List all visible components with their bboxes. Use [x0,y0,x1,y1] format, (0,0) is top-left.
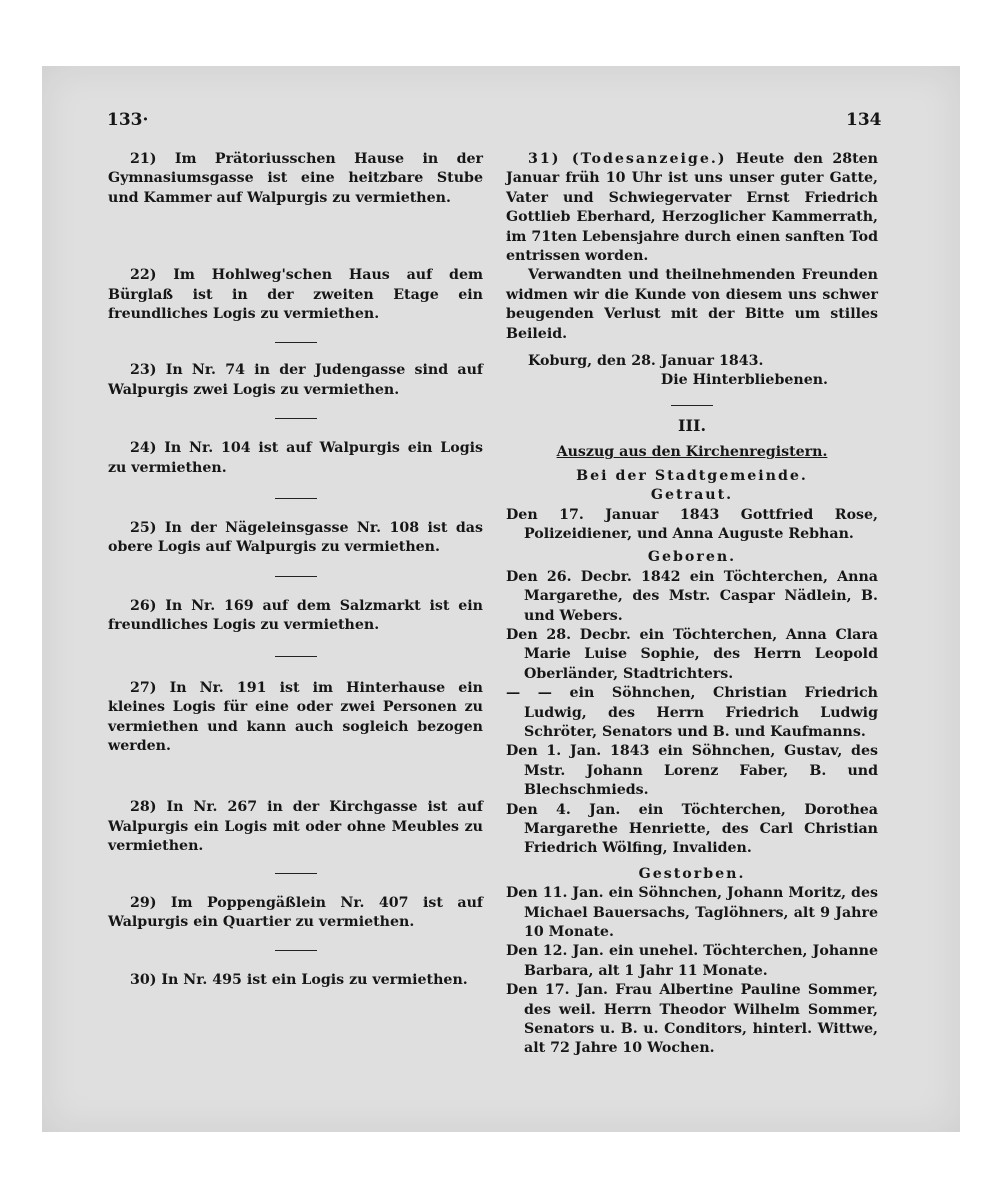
left-column [108,150,483,991]
listing-25: 25) In der Nägeleinsgasse Nr. 108 ist das obere Logis auf Walpurgis zu vermiethen. [108,520,483,556]
listing-28: 28) In Nr. 267 in der Kirchgasse ist auf Walpurgis ein Logis mit oder ohne Meubles zu vermiethen. [108,799,483,855]
death-notice-heading: 31) (Todesanzeige.) [528,151,727,167]
section-title: Auszug aus den Kirchenregistern. [556,444,828,461]
listing-22: 22) Im Hohlweg'schen Haus auf dem Bürglaß ist in der zweiten Etage ein freundliches Logis zu vermiethen. [108,267,483,323]
page-number-right: 134 [846,110,882,130]
death-notice [506,150,878,266]
parish-heading: Bei der Stadtgemeinde. [576,467,808,484]
listing-27: 27) In Nr. 191 ist im Hinterhause ein kleines Logis für eine oder zwei Personen zu vermiethen und kann auch sogleich bezogen werden. [108,679,483,754]
death-notice-text-2: Verwandten und theilnehmenden Freunden widmen wir die Kunde von diesem uns schwer beugenden Verlust mit der Bitte um stilles Beileid. [506,267,878,342]
death-entry: Den 11. Jan. ein Söhnchen, Johann Moritz, des Michael Bauersachs, Taglöhners, alt 9 Jahre 10 Monate. [506,885,878,941]
right-column [506,150,878,1059]
death-notice-text: Heute den 28ten Januar früh 10 Uhr ist uns unser guter Gatte, Vater und Schwiegervater Ernst Friedrich Gottlieb Eberhard, Herzoglicher Kammerrath, im 71ten Lebensjahre durch einen sanften Tod entrissen worden. [506,151,878,265]
married-heading: Getraut. [650,487,734,504]
born-heading: Geboren. [647,549,737,566]
listing-24: 24) In Nr. 104 ist auf Walpurgis ein Logis zu vermiethen. [108,440,483,476]
signature: Die Hinterbliebenen. [660,372,828,389]
birth-entry: Den 1. Jan. 1843 ein Söhnchen, Gustav, des Mstr. Johann Lorenz Faber, B. und Blechschmieds. [506,743,878,799]
marriage-entry: Den 17. Januar 1843 Gottfried Rose, Polizeidiener, und Anna Auguste Rebhan. [506,506,878,542]
birth-entry: — — ein Söhnchen, Christian Friedrich Ludwig, des Herrn Friedrich Ludwig Schröter, Senators und B. und Kaufmanns. [506,685,878,740]
section-number: III. [677,415,707,435]
listing-21: 21) Im Prätoriusschen Hause in der Gymnasiumsgasse ist eine heitzbare Stube und Kammer auf Walpurgis zu vermiethen. [108,151,483,206]
birth-entry: Den 4. Jan. ein Töchterchen, Dorothea Margarethe Henriette, des Carl Christian Friedrich Wölfing, Invaliden. [506,801,878,857]
listing-29: 29) Im Poppengäßlein Nr. 407 ist auf Walpurgis ein Quartier zu vermiethen. [108,894,483,930]
died-heading: Gestorben. [638,865,746,882]
listing-26: 26) In Nr. 169 auf dem Salzmarkt ist ein freundliches Logis zu vermiethen. [108,597,483,634]
birth-entry: Den 26. Decbr. 1842 ein Töchterchen, Anna Margarethe, des Mstr. Caspar Nädlein, B. und Webers. [506,568,878,624]
birth-entry: Den 28. Decbr. ein Töchterchen, Anna Clara Marie Luise Sophie, des Herrn Leopold Oberländer, Stadtrichters. [506,626,878,682]
listing-30: 30) In Nr. 495 ist ein Logis zu vermiethen. [130,972,468,989]
listing-23: 23) In Nr. 74 in der Judengasse sind auf Walpurgis zwei Logis zu vermiethen. [108,362,483,398]
page-number-left: 133· [107,110,149,130]
death-entry: Den 12. Jan. ein unehel. Töchterchen, Johanne Barbara, alt 1 Jahr 11 Monate. [506,943,878,979]
place-date: Koburg, den 28. Januar 1843. [528,353,764,370]
death-entry: Den 17. Jan. Frau Albertine Pauline Sommer, des weil. Herrn Theodor Wilhelm Sommer, Senators u. B. u. Conditors, hinterl. Wittwe, alt 72 Jahre 10 Wochen. [506,982,878,1057]
